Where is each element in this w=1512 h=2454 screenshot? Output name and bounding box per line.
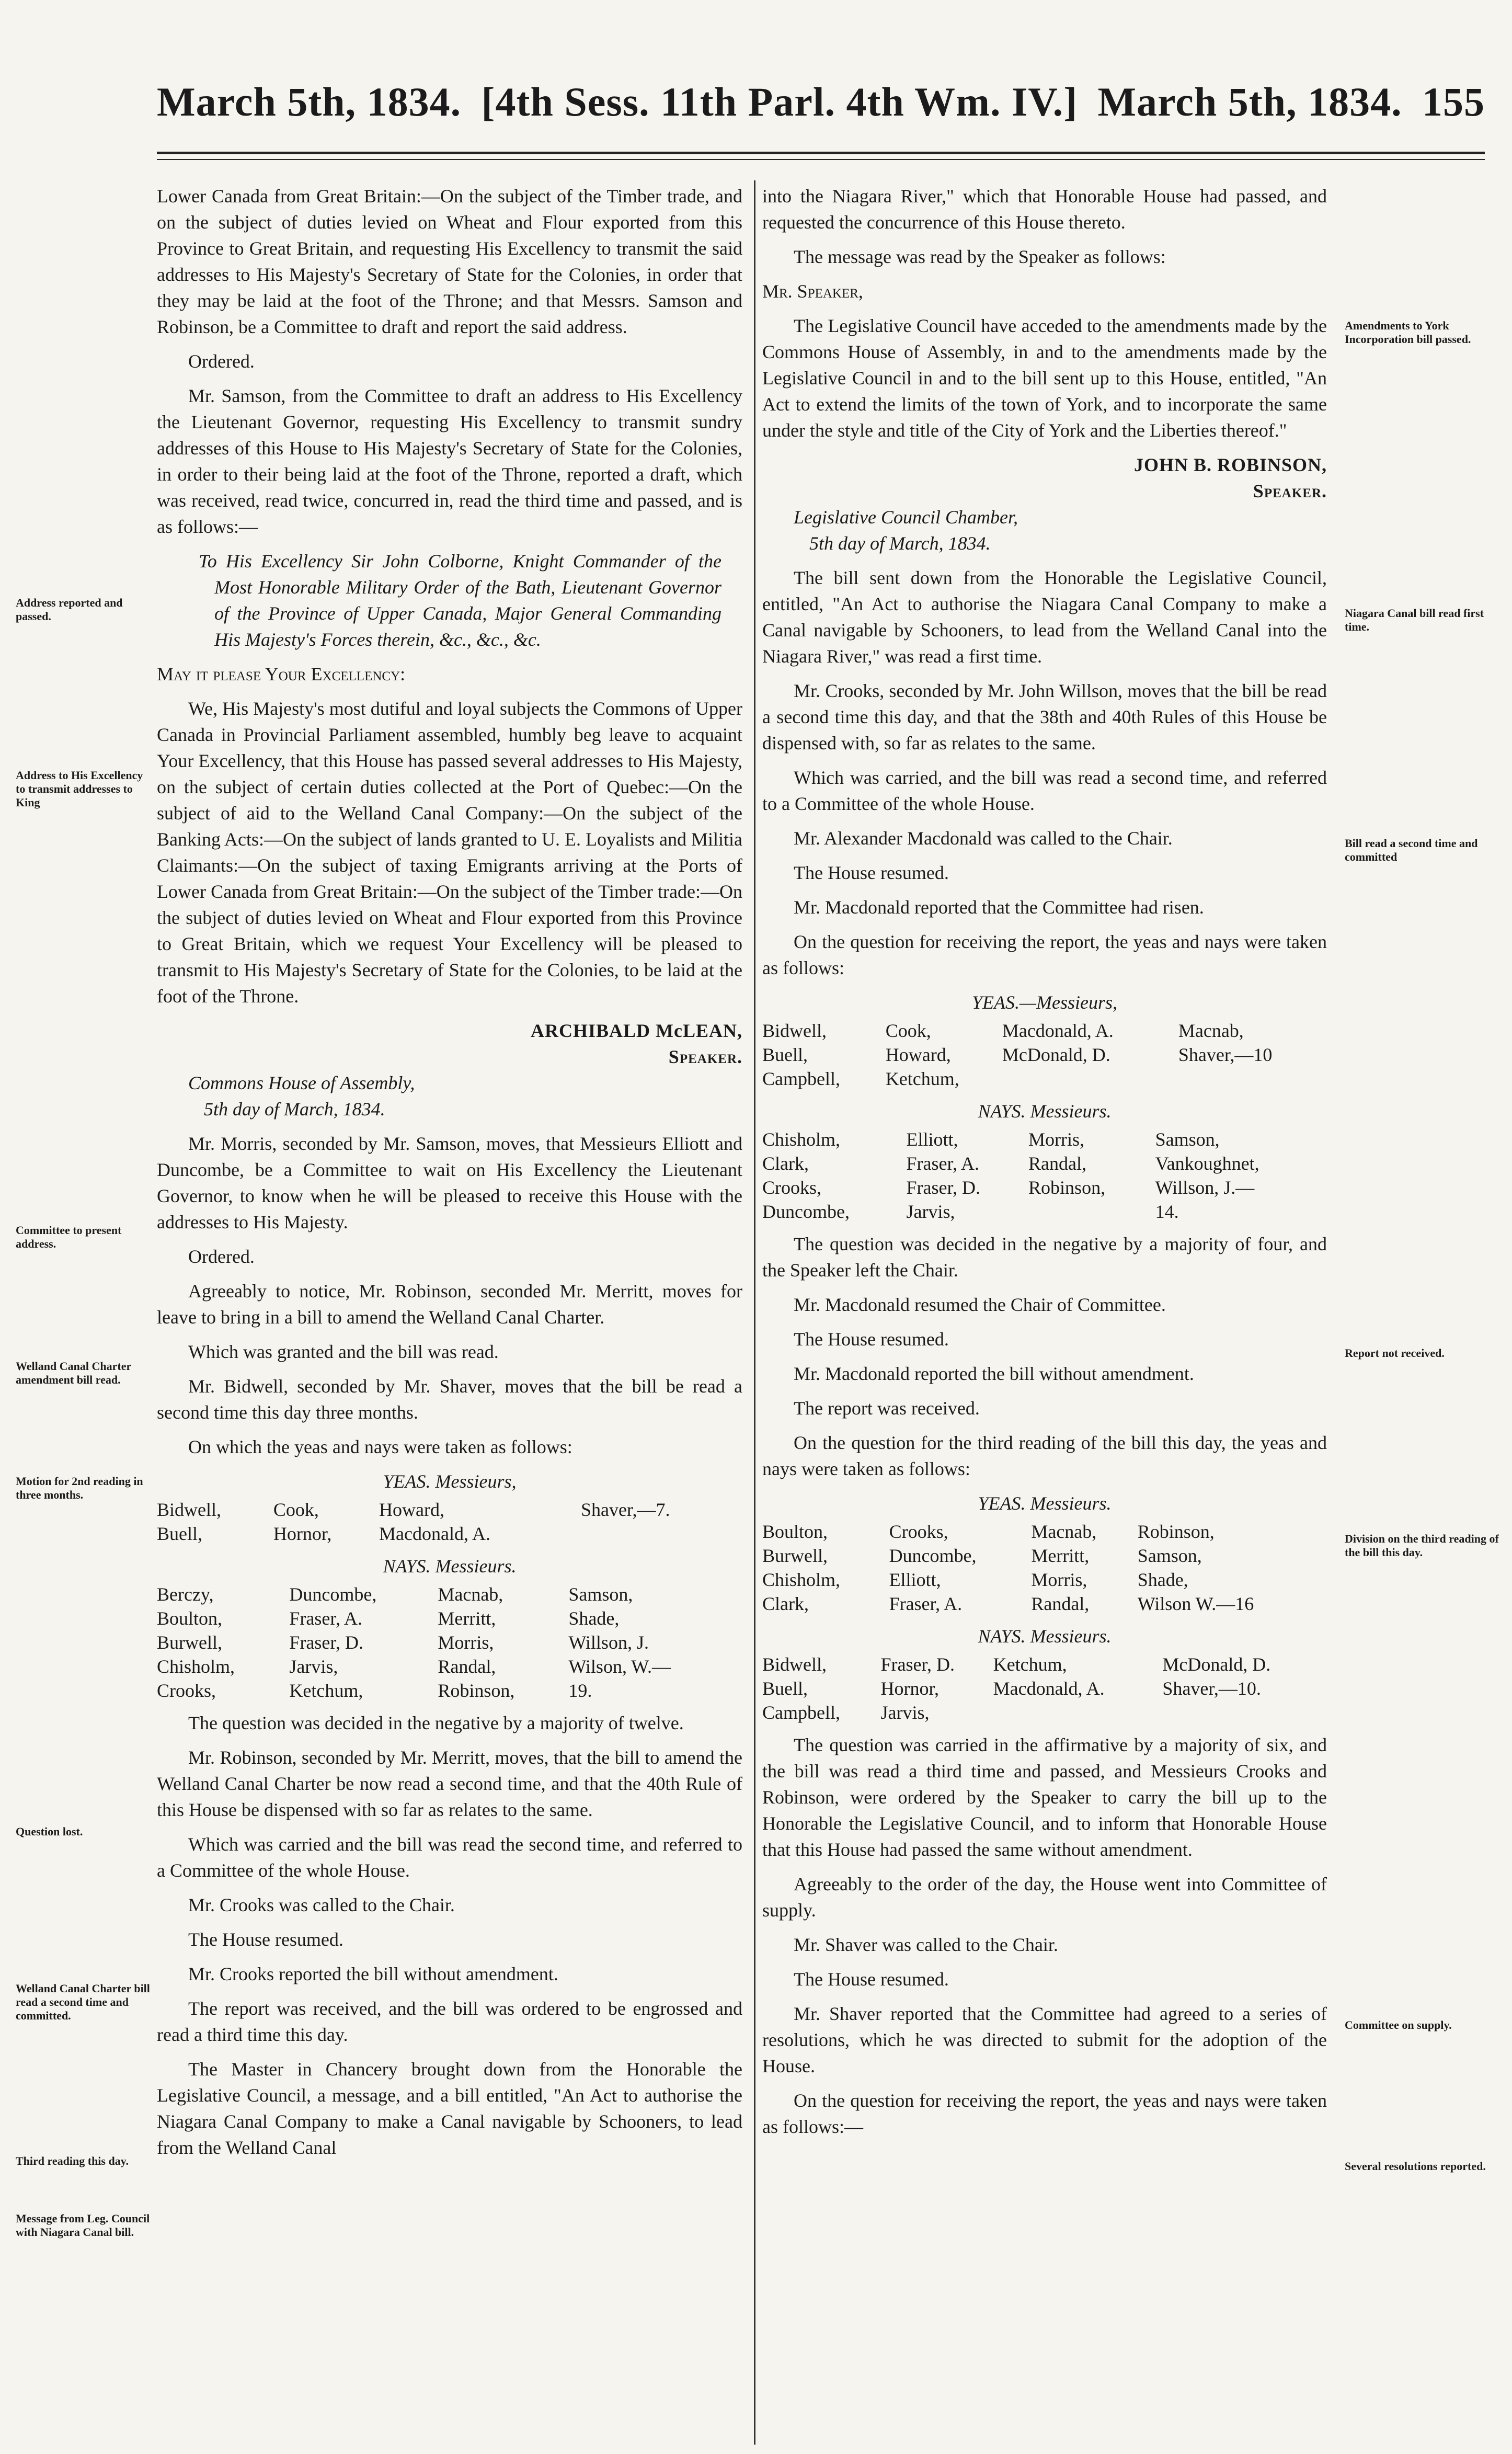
paragraph: Which was carried, and the bill was read a second time, and referred to a Committee of the whole House. <box>762 767 1327 814</box>
page-number: 155 <box>1422 79 1485 124</box>
paragraph: Mr. Bidwell, seconded by Mr. Shaver, moves that the bill be read a second time this day three months. <box>157 1376 742 1423</box>
nays-heading: NAYS. Messieurs. <box>978 1626 1112 1647</box>
member-name: Chisholm, <box>762 1569 841 1590</box>
vote-row <box>157 1606 742 1630</box>
member-name: Berczy, <box>157 1584 214 1605</box>
member-name <box>1162 1700 1327 1725</box>
margin-note: Committee to present address. <box>16 1224 122 1250</box>
member-name: Chisholm, <box>762 1129 841 1150</box>
paragraph: The report was received, and the bill was ordered to be engrossed and read a third time this day. <box>157 1998 742 2045</box>
place-line: Legislative Council Chamber, <box>794 507 1018 528</box>
yeas-heading: YEAS.—Messieurs, <box>972 992 1117 1013</box>
member-name: 14. <box>1155 1201 1179 1222</box>
vote-row <box>157 1498 742 1522</box>
member-name: Hornor, <box>273 1523 332 1544</box>
vote-row <box>762 1127 1327 1151</box>
header-date-right: March 5th, 1834. <box>1097 79 1402 124</box>
paragraph: The message was read by the Speaker as follows: <box>794 246 1166 267</box>
member-name: Shaver,—10 <box>1178 1044 1273 1065</box>
member-name: Campbell, <box>762 1702 840 1723</box>
member-name: Bidwell, <box>762 1654 827 1675</box>
signer-name: ARCHIBALD McLEAN, <box>530 1020 742 1041</box>
member-name: Buell, <box>157 1523 202 1544</box>
member-name: Wilson, W.— <box>568 1656 671 1677</box>
member-name: Burwell, <box>157 1632 222 1653</box>
member-name: Shade, <box>1137 1569 1188 1590</box>
yeas-table <box>762 1520 1327 1616</box>
salutation: May it please Your Excellency: <box>157 664 406 684</box>
vote-row <box>762 1652 1327 1676</box>
member-name: Clark, <box>762 1593 809 1614</box>
nays-table <box>157 1582 742 1703</box>
paragraph: The House resumed. <box>188 1929 343 1950</box>
member-name: Elliott, <box>906 1129 958 1150</box>
header-session: [4th Sess. 11th Parl. 4th Wm. IV.] <box>481 79 1078 124</box>
paragraph: On the question for receiving the report, the yeas and nays were taken as follows: <box>762 931 1327 978</box>
member-name: Merritt, <box>1031 1545 1090 1566</box>
member-name: Randal, <box>438 1656 496 1677</box>
paragraph: On the question for receiving the report, the yeas and nays were taken as follows:— <box>762 2090 1327 2137</box>
vote-row <box>762 1067 1327 1091</box>
vote-row <box>762 1592 1327 1616</box>
paragraph: Mr. Robinson, seconded by Mr. Merritt, moves, that the bill to amend the Welland Canal Charter be now read a second time, and that the 40th Rule of this House be dispensed with so far as relates to the same. <box>157 1747 742 1820</box>
member-name: Samson, <box>1137 1545 1202 1566</box>
vote-row <box>157 1630 742 1654</box>
ordered-line: Ordered. <box>188 351 255 372</box>
margin-note: Address to His Excellency to transmit addresses to King <box>16 769 143 809</box>
member-name: Fraser, D. <box>880 1654 955 1675</box>
margin-note: Welland Canal Charter amendment bill read. <box>16 1360 131 1386</box>
member-name: Campbell, <box>762 1068 840 1089</box>
vote-row <box>762 1200 1327 1224</box>
member-name: Macnab, <box>438 1584 503 1605</box>
member-name: Elliott, <box>889 1569 941 1590</box>
header-rule-thin <box>157 159 1485 160</box>
paragraph: The bill sent down from the Honorable the Legislative Council, entitled, "An Act to authorise the Niagara Canal Company to make a Canal navigable by Schooners, to lead from the Welland Canal into the Niagara River," was read a first time. <box>762 567 1327 667</box>
signer-name: JOHN B. ROBINSON, <box>1133 454 1327 475</box>
member-name: Macdonald, A. <box>1002 1020 1114 1041</box>
member-name: Morris, <box>1028 1129 1085 1150</box>
paragraph: Mr. Shaver was called to the Chair. <box>794 1934 1058 1955</box>
member-name: Shade, <box>568 1608 620 1629</box>
member-name: Fraser, A. <box>289 1608 362 1629</box>
paragraph: Mr. Shaver reported that the Committee had agreed to a series of resolutions, which he was directed to submit for the adoption of the House. <box>762 2003 1327 2076</box>
margin-note: Bill read a second time and committed <box>1345 837 1478 863</box>
member-name: Fraser, A. <box>906 1153 980 1174</box>
vote-row <box>762 1568 1327 1592</box>
paragraph: The question was decided in the negative by a majority of four, and the Speaker left the Chair. <box>762 1234 1327 1281</box>
member-name: Randal, <box>1031 1593 1090 1614</box>
member-name: Merritt, <box>438 1608 496 1629</box>
member-name: Bidwell, <box>157 1499 221 1520</box>
member-name: Morris, <box>438 1632 494 1653</box>
member-name <box>1028 1200 1155 1224</box>
member-name: 19. <box>568 1680 592 1701</box>
nays-heading: NAYS. Messieurs. <box>383 1556 517 1577</box>
member-name: Crooks, <box>157 1680 216 1701</box>
member-name: Duncombe, <box>762 1201 850 1222</box>
member-name: Fraser, D. <box>906 1177 981 1198</box>
member-name: Burwell, <box>762 1545 828 1566</box>
member-name: Crooks, <box>889 1521 948 1542</box>
margin-note: Welland Canal Charter bill read a second time and committed. <box>16 1982 150 2022</box>
paragraph: The House resumed. <box>794 1329 949 1350</box>
header-date-left: March 5th, 1834. <box>157 79 462 124</box>
member-name: Macdonald, A. <box>993 1678 1105 1699</box>
member-name: Wilson W.—16 <box>1137 1593 1254 1614</box>
member-name: Duncombe, <box>889 1545 977 1566</box>
paragraph: The House resumed. <box>794 1969 949 1990</box>
member-name: Buell, <box>762 1044 808 1065</box>
member-name: Robinson, <box>1028 1177 1106 1198</box>
paragraph: Mr. Macdonald reported that the Committee had risen. <box>794 897 1204 918</box>
member-name: Jarvis, <box>906 1201 955 1222</box>
paragraph: Mr. Samson, from the Committee to draft an address to His Excellency the Lieutenant Governor, requesting His Excellency to transmit sundry addresses of this House to His Majesty's Secretary of State for the Colonies, in order to their being laid at the foot of the Throne, reported a draft, which was received, read twice, concurred in, read the third time and passed, and is as follows:— <box>157 385 742 537</box>
paragraph: Mr. Macdonald reported the bill without amendment. <box>794 1363 1194 1384</box>
header-rule-thick <box>157 152 1485 154</box>
paragraph: Mr. Crooks, seconded by Mr. John Willson, moves that the bill be read a second time this day, and that the 38th and 40th Rules of this House be dispensed with, so far as relates to the same. <box>762 680 1327 754</box>
paragraph: On which the yeas and nays were taken as follows: <box>188 1436 572 1457</box>
member-name: Boulton, <box>157 1608 223 1629</box>
paragraph: Agreeably to notice, Mr. Robinson, seconded Mr. Merritt, moves for leave to bring in a bill to amend the Welland Canal Charter. <box>157 1281 742 1328</box>
nays-heading: NAYS. Messieurs. <box>978 1101 1112 1122</box>
member-name: Samson, <box>1155 1129 1220 1150</box>
member-name: Clark, <box>762 1153 809 1174</box>
margin-note: Niagara Canal bill read first time. <box>1345 607 1484 633</box>
date-line: 5th day of March, 1834. <box>204 1099 385 1120</box>
paragraph: The Legislative Council have acceded to the amendments made by the Commons House of Assembly, in and to the amendments made by the Legislative Council in and to the bill sent up to this House, entitled, "An Act to extend the limits of the town of York, and to incorporate the same under the style and title of the City of York and the Liberties thereof." <box>762 315 1327 441</box>
margin-note: Motion for 2nd reading in three months. <box>16 1475 143 1501</box>
paragraph: The question was carried in the affirmative by a majority of six, and the bill was read a third time and passed, and Messieurs Crooks and Robinson, were ordered by the Speaker to carry the bill up to the Honorable the Legislative Council, and to inform that Honorable House that this House had passed the same without amendment. <box>762 1734 1327 1860</box>
paragraph: Agreeably to the order of the day, the House went into Committee of supply. <box>762 1874 1327 1921</box>
vote-row <box>157 1522 742 1546</box>
right-column <box>762 183 1327 2148</box>
paragraph: We, His Majesty's most dutiful and loyal subjects the Commons of Upper Canada in Provincial Parliament assembled, humbly beg leave to acquaint Your Excellency, that this House has passed several addresses to His Majesty, on the subject of certain duties collected at the Port of Quebec:—On the subject of aid to the Welland Canal Company:—On the subject of the Banking Acts:—On the subject of lands granted to U. E. Loyalists and Militia Claimants:—On the subject of taxing Emigrants arriving at the Ports of Lower Canada from Great Britain:—On the subject of the Timber trade:—On the subject of duties levied on Wheat and Flour exported from this Province to Great Britain, which we request Your Excellency will be pleased to transmit to His Majesty's Secretary of State for the Colonies, to be laid at the foot of the Throne. <box>157 698 742 1007</box>
vote-row <box>762 1544 1327 1568</box>
member-name <box>581 1522 742 1546</box>
vote-row <box>762 1043 1327 1067</box>
member-name: Robinson, <box>1137 1521 1215 1542</box>
member-name <box>1002 1067 1178 1091</box>
vote-row <box>762 1676 1327 1700</box>
member-name: Willson, J.— <box>1155 1177 1255 1198</box>
member-name: Chisholm, <box>157 1656 235 1677</box>
yeas-heading: YEAS. Messieurs. <box>978 1493 1112 1514</box>
margin-note: Report not received. <box>1345 1346 1445 1360</box>
vote-row <box>157 1582 742 1606</box>
member-name: McDonald, D. <box>1162 1654 1271 1675</box>
member-name: Randal, <box>1028 1153 1087 1174</box>
member-name: Macdonald, A. <box>379 1523 490 1544</box>
member-name: Willson, J. <box>568 1632 649 1653</box>
member-name: Howard, <box>379 1499 444 1520</box>
paragraph: Which was granted and the bill was read. <box>188 1341 499 1362</box>
paragraph: into the Niagara River," which that Honorable House had passed, and requested the concurrence of this House thereto. <box>762 186 1327 233</box>
member-name: Morris, <box>1031 1569 1087 1590</box>
paragraph: Mr. Alexander Macdonald was called to the Chair. <box>794 828 1173 849</box>
member-name: Fraser, D. <box>289 1632 363 1653</box>
member-name: Robinson, <box>438 1680 515 1701</box>
paragraph: Mr. Morris, seconded by Mr. Samson, moves, that Messieurs Elliott and Duncombe, be a Committee to wait on His Excellency the Lieutenant Governor, to know when he will be pleased to receive this House with the addresses to His Majesty. <box>157 1133 742 1232</box>
vote-row <box>762 1700 1327 1725</box>
nays-table <box>762 1652 1327 1725</box>
paragraph: Mr. Crooks was called to the Chair. <box>188 1894 455 1915</box>
paragraph: Which was carried and the bill was read the second time, and referred to a Committee of the whole House. <box>157 1834 742 1881</box>
member-name: Ketchum, <box>993 1654 1067 1675</box>
place-line: Commons House of Assembly, <box>188 1072 415 1093</box>
member-name <box>993 1700 1163 1725</box>
nays-table <box>762 1127 1327 1224</box>
member-name: Buell, <box>762 1678 808 1699</box>
paragraph: The question was decided in the negative by a majority of twelve. <box>188 1713 684 1733</box>
address-heading: To His Excellency Sir John Colborne, Knight Commander of the Most Honorable Military Order of the Bath, Lieutenant Governor of the Province of Upper Canada, Major General Commanding His Majesty's Forces therein, &c., &c., &c. <box>199 551 721 650</box>
member-name: Fraser, A. <box>889 1593 963 1614</box>
member-name: Macnab, <box>1031 1521 1097 1542</box>
yeas-table <box>762 1019 1327 1091</box>
signer-title: Speaker. <box>1253 481 1327 501</box>
member-name: Samson, <box>568 1584 633 1605</box>
member-name: Cook, <box>273 1499 319 1520</box>
member-name: Jarvis, <box>289 1656 338 1677</box>
margin-note: Amendments to York Incorporation bill passed. <box>1345 319 1471 346</box>
margin-note: Address reported and passed. <box>16 596 123 623</box>
column-divider <box>754 180 755 2445</box>
running-header <box>157 78 1485 152</box>
paragraph: The House resumed. <box>794 862 949 883</box>
signer-title: Speaker. <box>668 1046 742 1067</box>
ordered-line: Ordered. <box>188 1246 255 1267</box>
member-name: Duncombe, <box>289 1584 377 1605</box>
vote-row <box>762 1019 1327 1043</box>
member-name: Jarvis, <box>880 1702 930 1723</box>
vote-row <box>762 1175 1327 1200</box>
member-name: Boulton, <box>762 1521 828 1542</box>
salutation: Mr. Speaker, <box>762 281 863 302</box>
paragraph: The Master in Chancery brought down from the Honorable the Legislative Council, a message, and a bill entitled, "An Act to authorise the Niagara Canal Company to make a Canal navigable by Schooners, to lead from the Welland Canal <box>157 2059 742 2158</box>
vote-row <box>762 1151 1327 1175</box>
vote-row <box>762 1520 1327 1544</box>
margin-note: Committee on supply. <box>1345 2018 1452 2031</box>
member-name: Howard, <box>885 1044 951 1065</box>
margin-note: Third reading this day. <box>16 2154 129 2167</box>
member-name: Shaver,—10. <box>1162 1678 1261 1699</box>
date-line: 5th day of March, 1834. <box>809 533 991 554</box>
margin-note: Message from Leg. Council with Niagara Canal bill. <box>16 2212 150 2239</box>
paragraph: Mr. Macdonald resumed the Chair of Committee. <box>794 1294 1166 1315</box>
member-name: Macnab, <box>1178 1020 1244 1041</box>
margin-note: Several resolutions reported. <box>1345 2160 1486 2173</box>
margin-note: Division on the third reading of the bill this day. <box>1345 1532 1499 1559</box>
member-name: Shaver,—7. <box>580 1499 670 1520</box>
paragraph: Mr. Crooks reported the bill without amendment. <box>188 1964 558 1984</box>
member-name: McDonald, D. <box>1002 1044 1110 1065</box>
vote-row <box>157 1654 742 1679</box>
member-name: Ketchum, <box>289 1680 363 1701</box>
paragraph: On the question for the third reading of the bill this day, the yeas and nays were taken as follows: <box>762 1432 1327 1479</box>
paragraph: The report was received. <box>794 1398 980 1419</box>
member-name: Hornor, <box>880 1678 940 1699</box>
member-name: Ketchum, <box>885 1068 959 1089</box>
yeas-heading: YEAS. Messieurs, <box>383 1471 517 1492</box>
vote-row <box>157 1679 742 1703</box>
left-column <box>157 183 742 2169</box>
member-name: Bidwell, <box>762 1020 827 1041</box>
member-name: Vankoughnet, <box>1155 1153 1259 1174</box>
margin-note: Question lost. <box>16 1825 83 1838</box>
member-name: Cook, <box>885 1020 931 1041</box>
member-name: Crooks, <box>762 1177 822 1198</box>
paragraph: Lower Canada from Great Britain:—On the subject of the Timber trade, and on the subject of duties levied on Wheat and Flour exported from this Province to Great Britain, and requesting His Excellency to transmit the said addresses to His Majesty's Secretary of State for the Colonies, in order that they may be laid at the foot of the Throne; and that Messrs. Samson and Robinson, be a Committee to draft and report the said address. <box>157 186 742 337</box>
member-name <box>1178 1067 1327 1091</box>
yeas-table <box>157 1498 742 1546</box>
